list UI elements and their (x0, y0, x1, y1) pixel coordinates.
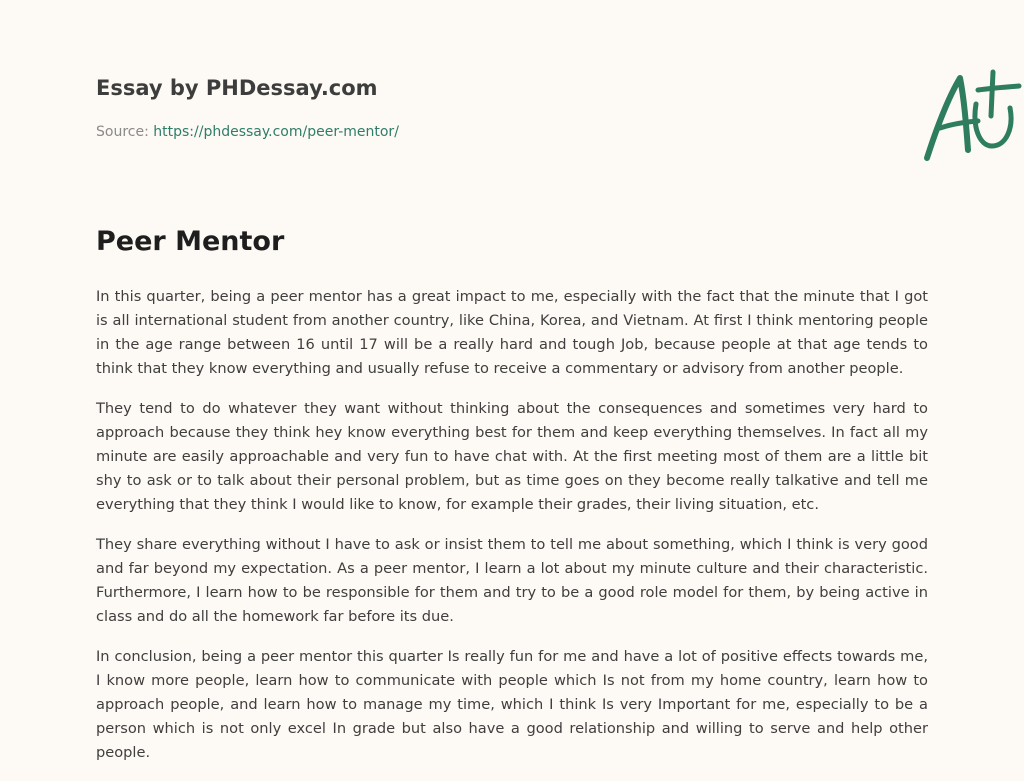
essay-title: Peer Mentor (96, 226, 285, 257)
essay-paragraph: In this quarter, being a peer mentor has a great impact to me, especially with the fact that the minute that I got is all international student from another country, like China, Korea, and Vietnam. At first I think mentoring people in the age range between 16 until 17 will be a really hard and tough Job, because people at that age tends to think that they know everything and usually refuse to receive a commentary or advisory from another people. (96, 288, 928, 377)
essay-body (96, 285, 928, 781)
a-plus-grade-icon (918, 68, 1022, 164)
essay-paragraph: In conclusion, being a peer mentor this quarter Is really fun for me and have a lot of positive effects towards me, I know more people, learn how to communicate with people which Is not from my home country, learn how to approach people, and learn how to manage my time, which I think Is very Important for me, especially to be a person which is not only excel In grade but also have a good relationship and willing to serve and help other people. (96, 648, 928, 761)
essay-paragraph: They share everything without I have to ask or insist them to tell me about something, which I think is very good and far beyond my expectation. As a peer mentor, I learn a lot about my minute culture and their characteristic. Furthermore, I learn how to be responsible for them and try to be a good role model for them, by being active in class and do all the homework far before its due. (96, 536, 928, 625)
source-label: Source: (96, 124, 149, 140)
source-line (96, 124, 399, 140)
site-title: Essay by PHDessay.com (96, 76, 378, 100)
essay-paragraph: They tend to do whatever they want without thinking about the consequences and sometimes very hard to approach because they think hey know everything best for them and keep everything themselves. In fact all my minute are easily approachable and very fun to have chat with. At the first meeting most of them are a little bit shy to ask or to talk about their personal problem, but as time goes on they become really talkative and tell me everything that they think I would like to know, for example their grades, their living situation, etc. (96, 400, 928, 513)
source-link[interactable]: https://phdessay.com/peer-mentor/ (153, 124, 399, 140)
